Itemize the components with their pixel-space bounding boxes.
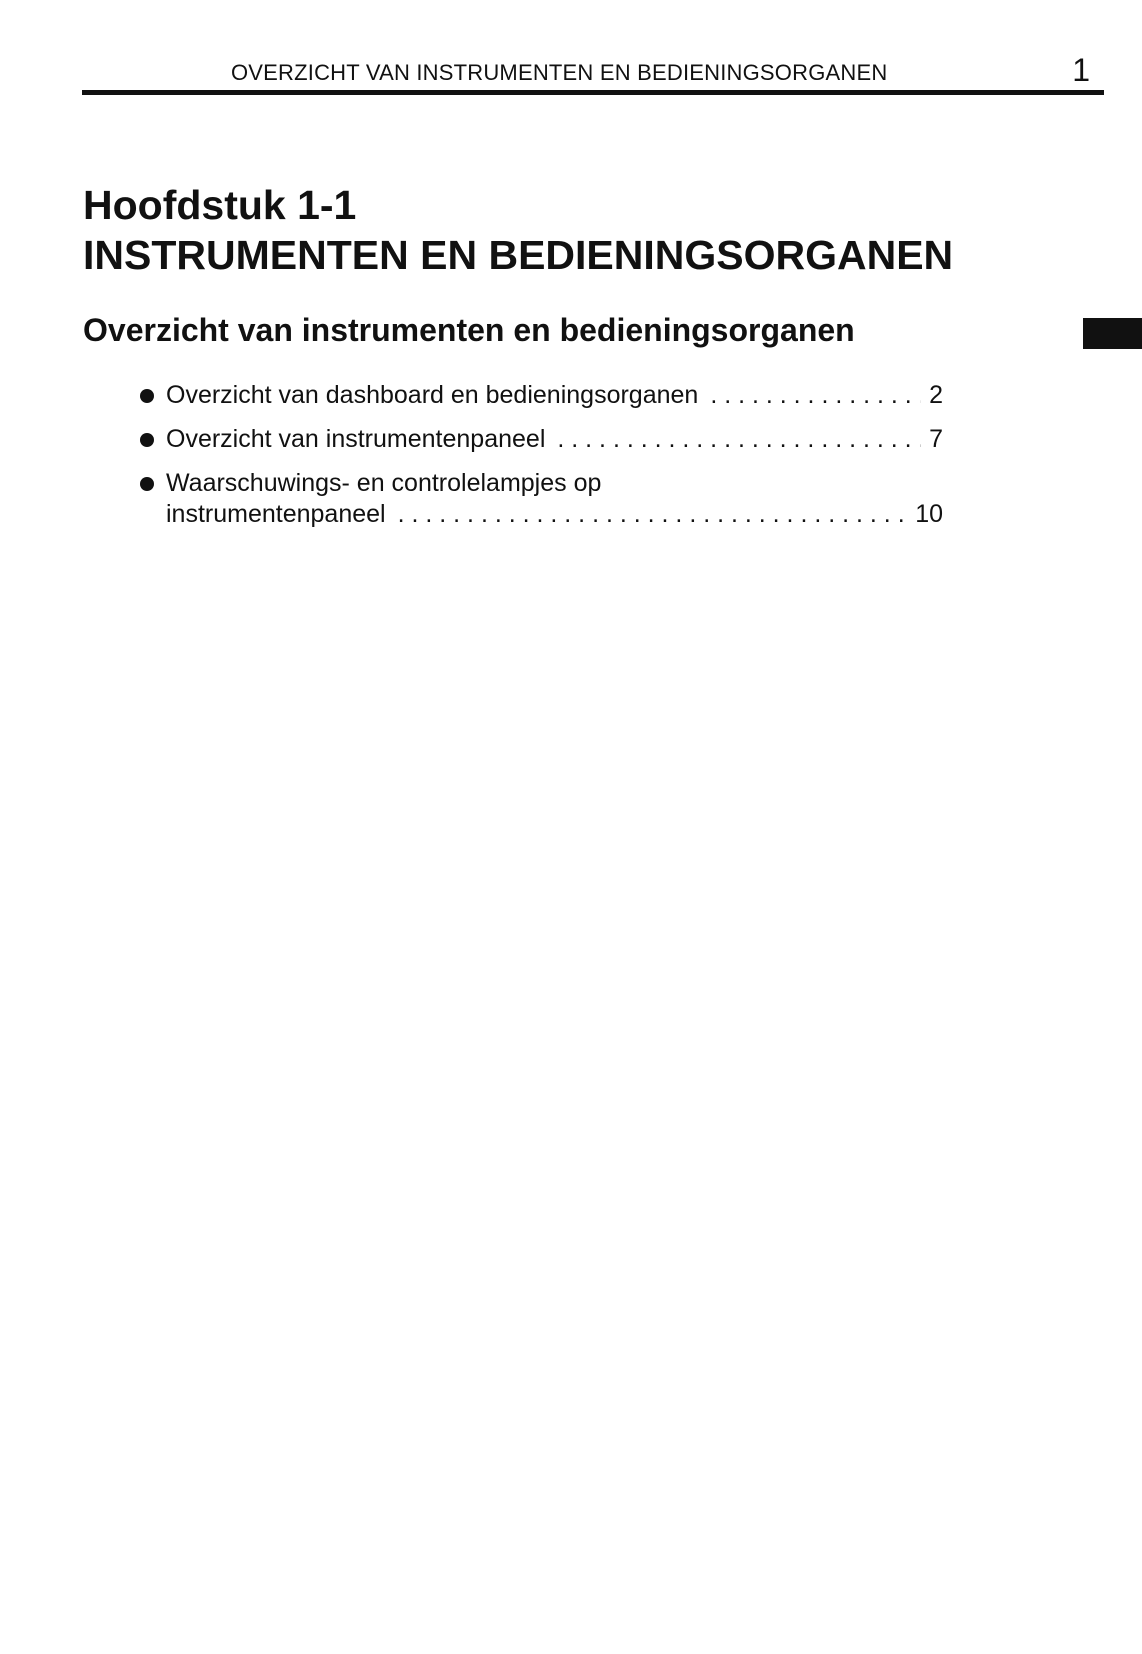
toc-page-number: 10 (915, 500, 943, 528)
dot-leader (710, 380, 921, 411)
toc-line (166, 499, 943, 530)
toc-page-number: 7 (929, 425, 943, 453)
toc-entry-instrument-panel[interactable] (138, 424, 943, 455)
header-rule (82, 90, 1104, 95)
bullet-icon (140, 389, 154, 403)
bullet-icon (140, 433, 154, 447)
toc-entry-text-line1: Waarschuwings- en controlelampjes op (166, 469, 602, 497)
running-title: OVERZICHT VAN INSTRUMENTEN EN BEDIENINGSORGANEN (231, 60, 888, 85)
chapter-label: Hoofdstuk 1-1 (83, 182, 357, 228)
toc-entry-warning-lights[interactable] (138, 468, 943, 530)
page-number: 1 (1072, 52, 1090, 88)
section-title: Overzicht van instrumenten en bedieningsorganen (83, 312, 855, 348)
dot-leader (398, 499, 908, 530)
running-header (82, 52, 1104, 96)
bullet-icon (140, 477, 154, 491)
toc-entry-text: Overzicht van instrumentenpaneel (166, 425, 546, 453)
toc-entry-text: Overzicht van dashboard en bedieningsorganen (166, 381, 699, 409)
chapter-title: INSTRUMENTEN EN BEDIENINGSORGANEN (83, 232, 954, 278)
toc-entry-dashboard[interactable] (138, 380, 943, 411)
toc-line (166, 424, 943, 455)
chapter-thumb-tab (1083, 318, 1142, 349)
toc-entry-text-line2: instrumentenpaneel (166, 500, 386, 528)
dot-leader (557, 424, 921, 455)
table-of-contents (138, 380, 943, 543)
toc-line (166, 380, 943, 411)
toc-page-number: 2 (929, 381, 943, 409)
